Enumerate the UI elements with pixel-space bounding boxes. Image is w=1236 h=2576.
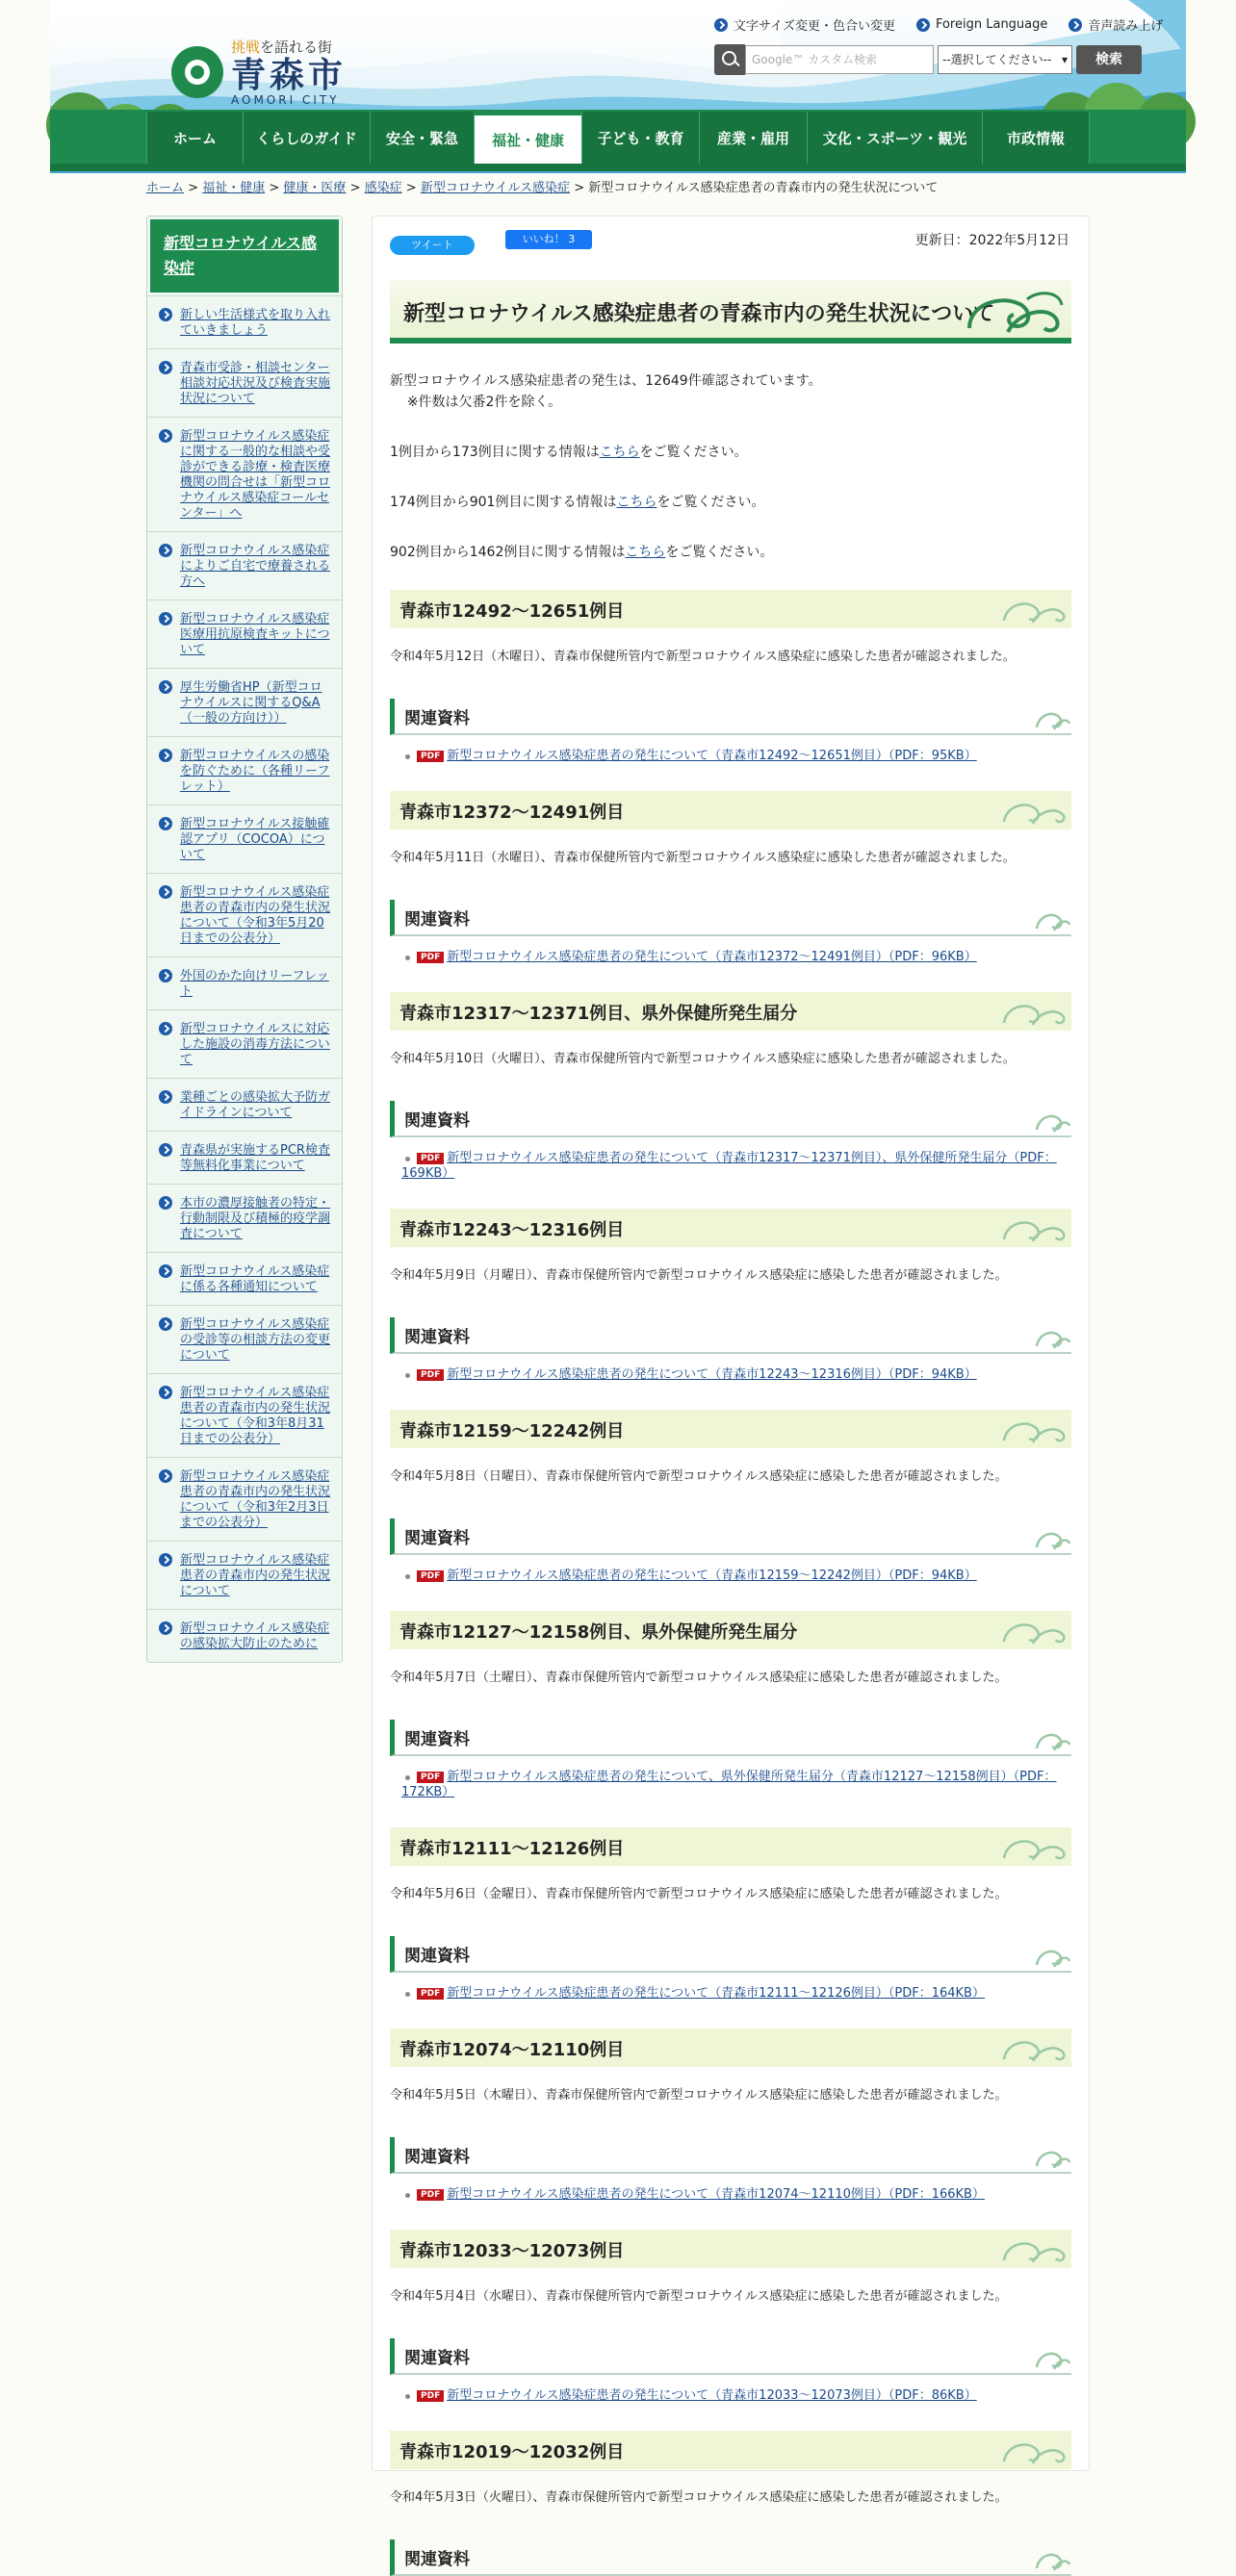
sidebar-item-link[interactable]: 青森市受診・相談センター相談対応状況及び検査実施状況について [180,361,331,406]
section-title: 青森市12019～12032例目 [399,2442,625,2462]
related-doc-item [373,1555,1089,1584]
related-docs-title: 関連資料 [404,1947,470,1966]
breadcrumb-covid[interactable]: 新型コロナウイルス感染症 [420,181,571,195]
breadcrumb-health-medical[interactable]: 健康・医療 [283,181,347,195]
chevron-down-icon: ▾ [1061,53,1068,66]
section-heading [390,1209,1071,1247]
related-docs-heading [390,1720,1071,1756]
nav-industry[interactable]: 産業・雇用 [699,112,807,164]
swirl-decoration-icon [1000,1414,1068,1444]
swirl-decoration-icon [1000,2233,1068,2264]
arrow-right-icon [159,969,172,982]
arrow-right-icon [159,612,172,625]
nav-culture-sports[interactable]: 文化・スポーツ・観光 [807,112,982,164]
related-docs-title: 関連資料 [404,1328,470,1347]
pdf-icon: PDF [417,751,444,762]
swirl-decoration-icon [960,286,1066,336]
sidebar-title[interactable]: 新型コロナウイルス感染症 [147,217,342,295]
swirl-decoration-icon [1033,2344,1071,2371]
arrow-right-icon [159,1469,172,1483]
foreign-language-link[interactable]: Foreign Language [916,15,1047,34]
section-heading [390,1611,1071,1649]
related-doc-item [373,936,1089,965]
bullet-icon [405,1992,410,1997]
sidebar-item[interactable] [147,956,342,1009]
arrow-right-icon [159,1022,172,1035]
sidebar-item-link[interactable]: 新型コロナウイルス感染症患者の青森市内の発生状況について [180,1553,331,1598]
breadcrumb-current: 新型コロナウイルス感染症患者の青森市内の発生状況について [588,181,939,195]
bullet-icon [405,754,410,759]
section-title: 青森市12074～12110例目 [399,2040,625,2060]
nav-home[interactable]: ホーム [146,112,243,164]
sidebar-item-link[interactable]: 新型コロナウイルス感染症患者の青森市内の発生状況について（令和3年5月20日までの公表分） [180,885,331,946]
pdf-icon: PDF [417,1570,444,1582]
sidebar-item-link[interactable]: 新型コロナウイルス接触確認アプリ（COCOA）について [180,817,330,862]
sidebar-item-link[interactable]: 外国のかた向けリーフレット [180,969,329,999]
intro [373,344,1089,563]
related-docs-heading [390,2137,1071,2174]
archive-link-2: 174例目から901例目に関する情報はこちらをご覧ください。 [390,495,765,510]
sidebar-item-link[interactable]: 新型コロナウイルス感染症患者の青森市内の発生状況について（令和3年8月31日までの公表分） [180,1386,331,1446]
swirl-decoration-icon [1033,2545,1071,2572]
nav-living-guide[interactable]: くらしのガイド [243,112,370,164]
site-logo[interactable] [171,37,347,107]
pdf-icon: PDF [417,2189,444,2201]
sidebar-item[interactable] [147,531,342,599]
nav-welfare-health[interactable]: 福祉・健康 [474,112,581,164]
category-select[interactable]: --選択してください-- ▾ [938,45,1072,74]
swirl-decoration-icon [1000,996,1068,1027]
archive-link-3-anchor[interactable]: こちら [625,545,666,560]
section-title: 青森市12127～12158例目、県外保健所発生届分 [399,1622,798,1643]
arrow-right-icon [159,544,172,557]
search-icon [714,44,745,75]
sidebar-item[interactable] [147,1541,342,1609]
pdf-link[interactable]: 新型コロナウイルス感染症患者の発生について（青森市12111～12126例目）（PDF：164KB） [447,1986,985,2001]
sidebar-item[interactable] [147,1184,342,1252]
section-text: 令和4年5月3日（火曜日）、青森市保健所管内で新型コロナウイルス感染症に感染した患者が確認されました。 [390,2490,1008,2505]
section-title: 青森市12111～12126例目 [399,1839,625,1859]
arrow-right-icon [714,18,728,32]
breadcrumb-welfare[interactable]: 福祉・健康 [202,181,266,195]
section-text: 令和4年5月7日（土曜日）、青森市保健所管内で新型コロナウイルス感染症に感染した患者が確認されました。 [390,1671,1008,1685]
related-docs-title: 関連資料 [404,2550,470,2569]
nav-safety[interactable]: 安全・緊急 [370,112,474,164]
nav-children-education[interactable]: 子ども・教育 [581,112,699,164]
section-heading [390,992,1071,1031]
related-docs-title: 関連資料 [404,1111,470,1131]
sidebar-item-link[interactable]: 本市の濃厚接触者の特定・行動制限及び積極的疫学調査について [180,1196,331,1241]
sidebar-item[interactable] [147,1078,342,1131]
sidebar-item-link[interactable]: 新型コロナウイルス感染症医療用抗原検査キットについて [180,612,330,657]
related-doc-item [373,1137,1089,1182]
swirl-decoration-icon [1033,1725,1071,1752]
arrow-right-icon [159,1386,172,1399]
sidebar-item[interactable] [147,736,342,804]
sidebar-item-link[interactable]: 新型コロナウイルス感染症患者の青森市内の発生状況について（令和3年2月3日までの公表分） [180,1469,331,1530]
arrow-right-icon [159,749,172,762]
sidebar-item-link[interactable]: 新型コロナウイルス感染症に関する一般的な相談や受診ができる診療・検査医療機関の問合せは「新型コロナウイルス感染症コールセンター」へ [180,429,331,521]
related-docs-heading [390,2338,1071,2375]
related-doc-item [373,2174,1089,2203]
related-doc-item [373,1354,1089,1383]
related-docs-heading [390,1101,1071,1137]
sidebar-item-link[interactable]: 新型コロナウイルスの感染を防ぐために（各種リーフレット） [180,749,330,794]
arrow-right-icon [159,1143,172,1157]
arrow-right-icon [159,308,172,321]
related-docs-title: 関連資料 [404,1730,470,1749]
bullet-icon [405,1157,410,1161]
section-text: 令和4年5月4日（水曜日）、青森市保健所管内で新型コロナウイルス感染症に感染した患者が確認されました。 [390,2289,1008,2304]
main-content [372,216,1090,2569]
swirl-decoration-icon [1033,1107,1071,1134]
bullet-icon [405,2193,410,2198]
arrow-right-icon [916,18,930,32]
section-heading [390,1410,1071,1448]
swirl-decoration-icon [1033,1323,1071,1350]
city-emblem-icon [171,46,223,98]
related-docs-heading [390,2539,1071,2576]
pdf-icon: PDF [417,1369,444,1381]
related-docs-heading [390,699,1071,735]
section-text: 令和4年5月5日（木曜日）、青森市保健所管内で新型コロナウイルス感染症に感染した患者が確認されました。 [390,2088,1008,2103]
related-docs-title: 関連資料 [404,709,470,728]
swirl-decoration-icon [1033,1524,1071,1551]
pdf-link[interactable]: 新型コロナウイルス感染症患者の発生について（青森市12492～12651例目）（PDF：95KB） [447,749,977,763]
pdf-link[interactable]: 新型コロナウイルス感染症患者の発生について（青森市12372～12491例目）（PDF：96KB） [447,950,977,964]
arrow-right-icon [159,885,172,899]
arrow-right-icon [159,1553,172,1567]
related-doc-item [373,1973,1089,2002]
related-docs-heading [390,1317,1071,1354]
bullet-icon [405,2394,410,2399]
related-docs-heading [390,900,1071,936]
archive-link-1-anchor[interactable]: こちら [599,445,640,460]
section-text: 令和4年5月9日（月曜日）、青森市保健所管内で新型コロナウイルス感染症に感染した患者が確認されました。 [390,1268,1008,1283]
section-text: 令和4年5月12日（木曜日）、青森市保健所管内で新型コロナウイルス感染症に感染した患者が確認されました。 [390,650,1016,664]
swirl-decoration-icon [1000,1615,1068,1645]
arrow-right-icon [159,1621,172,1635]
swirl-decoration-icon [1033,905,1071,932]
swirl-decoration-icon [1000,2435,1068,2465]
swirl-decoration-icon [1000,1212,1068,1243]
sidebar-item[interactable] [147,1457,342,1541]
section-title: 青森市12317～12371例目、県外保健所発生届分 [399,1004,798,1024]
sidebar-item-link[interactable]: 厚生労働省HP（新型コロナウイルスに関するQ&A（一般の方向け）） [180,680,322,726]
archive-link-1: 1例目から173例目に関する情報はこちらをご覧ください。 [390,445,748,460]
pdf-icon: PDF [417,952,444,963]
tweet-button[interactable]: ツイート [390,236,475,255]
section-text: 令和4年5月8日（日曜日）、青森市保健所管内で新型コロナウイルス感染症に感染した患者が確認されました。 [390,1469,1008,1484]
search-button[interactable]: 検索 [1076,45,1142,74]
sidebar-item-link[interactable]: 青森県が実施するPCR検査等無料化事業について [180,1143,330,1173]
search-input[interactable]: Google™ カスタム検索 [745,45,934,74]
pdf-icon: PDF [417,1988,444,2000]
logo-city-name: 青森市 [231,55,348,95]
breadcrumb-infectious[interactable]: 感染症 [364,181,402,195]
sidebar-item[interactable] [147,1131,342,1184]
pdf-link[interactable]: 新型コロナウイルス感染症患者の発生について（青森市12074～12110例目）（PDF：166KB） [447,2187,985,2202]
bullet-icon [405,1373,410,1378]
related-docs-title: 関連資料 [404,1529,470,1548]
sidebar-item[interactable] [147,1009,342,1078]
sidebar-item[interactable] [147,599,342,668]
case-note-text: ※件数は欠番2件を除く。 [406,395,562,410]
sidebar-item-link[interactable]: 新型コロナウイルスに対応した施設の消毒方法について [180,1022,330,1067]
sidebar-item[interactable] [147,348,342,417]
logo-city-name-en: AOMORI CITY [231,93,340,107]
sidebar-item-link[interactable]: 新型コロナウイルス感染症の感染拡大防止のために [180,1621,330,1651]
sidebar-item-link[interactable]: 新型コロナウイルス感染症の受診等の相談方法の変更について [180,1317,331,1363]
section-heading [390,2028,1071,2067]
sidebar-item-link[interactable]: 新しい生活様式を取り入れていきましょう [180,308,331,338]
sidebar-item[interactable] [147,804,342,873]
swirl-decoration-icon [1000,795,1068,826]
case-total-text: 新型コロナウイルス感染症患者の発生は、12649件確認されています。 [390,373,822,389]
bullet-icon [405,956,410,960]
page-title: 新型コロナウイルス感染症患者の青森市内の発生状況について [390,280,1071,344]
global-nav [50,110,1186,171]
sidebar [146,216,343,1663]
section-text: 令和4年5月10日（火曜日）、青森市保健所管内で新型コロナウイルス感染症に感染した患者が確認されました。 [390,1052,1016,1066]
utility-links [714,15,1163,34]
related-docs-heading [390,1518,1071,1555]
section-text: 令和4年5月6日（金曜日）、青森市保健所管内で新型コロナウイルス感染症に感染した患者が確認されました。 [390,1887,1008,1901]
arrow-right-icon [159,1264,172,1278]
sidebar-item-link[interactable]: 業種ごとの感染拡大予防ガイドラインについて [180,1090,331,1120]
arrow-right-icon [159,1317,172,1331]
sidebar-item[interactable] [147,668,342,736]
nav-city-info[interactable]: 市政情報 [982,112,1090,164]
related-doc-item [373,1756,1089,1800]
related-docs-heading [390,1936,1071,1973]
related-docs-title: 関連資料 [404,2148,470,2167]
logo-tagline: 挑戦を語れる街 [231,38,333,56]
section-title: 青森市12492～12651例目 [399,601,625,622]
section-heading [390,590,1071,628]
section-title: 青森市12159～12242例目 [399,1421,625,1441]
pdf-icon: PDF [417,1772,444,1783]
sidebar-item[interactable] [147,1609,342,1662]
arrow-right-icon [159,429,172,443]
section-heading [390,791,1071,829]
pdf-link[interactable]: 新型コロナウイルス感染症患者の発生について（青森市12317～12371例目）、県外保健所発生届分（PDF：169KB） [401,1151,1057,1181]
sidebar-item-link[interactable]: 新型コロナウイルス感染症に係る各種通知について [180,1264,330,1294]
pdf-icon: PDF [417,1153,444,1164]
sidebar-item[interactable] [147,873,342,956]
bullet-icon [405,1775,410,1780]
swirl-decoration-icon [1033,704,1071,731]
section-title: 青森市12372～12491例目 [399,803,625,823]
pdf-link[interactable]: 新型コロナウイルス感染症患者の発生について（青森市12159～12242例目）（PDF：94KB） [447,1569,977,1583]
read-aloud-link[interactable]: 音声読み上げ [1069,15,1163,34]
sidebar-item[interactable] [147,1373,342,1457]
swirl-decoration-icon [1033,1942,1071,1969]
pdf-link[interactable]: 新型コロナウイルス感染症患者の発生について、県外保健所発生届分（青森市12127～12158例目）（PDF：172KB） [401,1770,1057,1799]
site-search [714,44,1142,75]
arrow-right-icon [159,361,172,374]
sidebar-item[interactable] [147,417,342,531]
pdf-link[interactable]: 新型コロナウイルス感染症患者の発生について（青森市12033～12073例目）（PDF：86KB） [447,2388,977,2403]
arrow-right-icon [159,680,172,694]
archive-link-3: 902例目から1462例目に関する情報はこちらをご覧ください。 [390,545,774,560]
related-docs-title: 関連資料 [404,2349,470,2368]
section-heading [390,1827,1071,1866]
arrow-right-icon [159,1090,172,1104]
swirl-decoration-icon [1000,594,1068,625]
related-doc-item [373,735,1089,764]
arrow-right-icon [1069,18,1082,32]
updated-date: 更新日：2022年5月12日 [914,233,1069,248]
arrow-right-icon [159,817,172,830]
facebook-like-button[interactable]: いいね！ 3 [505,230,592,249]
sidebar-item[interactable] [147,1252,342,1305]
pdf-icon: PDF [417,2390,444,2402]
archive-link-2-anchor[interactable]: こちら [616,495,657,510]
sidebar-item[interactable] [147,295,342,348]
section-title: 青森市12033～12073例目 [399,2241,625,2261]
swirl-decoration-icon [1000,2032,1068,2063]
breadcrumb: ホーム > 福祉・健康 > 健康・医療 > 感染症 > 新型コロナウイルス感染症 > 新型コロナウイルス感染症患者の青森市内の発生状況について [146,181,939,195]
related-docs-title: 関連資料 [404,910,470,930]
swirl-decoration-icon [1000,1831,1068,1862]
section-text: 令和4年5月11日（水曜日）、青森市保健所管内で新型コロナウイルス感染症に感染した患者が確認されました。 [390,851,1016,865]
sidebar-item-link[interactable]: 新型コロナウイルス感染症によりご自宅で療養される方へ [180,544,331,589]
sidebar-item[interactable] [147,1305,342,1373]
section-heading [390,2230,1071,2268]
arrow-right-icon [159,1196,172,1210]
pdf-link[interactable]: 新型コロナウイルス感染症患者の発生について（青森市12243～12316例目）（PDF：94KB） [447,1367,977,1382]
section-title: 青森市12243～12316例目 [399,1220,625,1240]
bullet-icon [405,1574,410,1579]
related-doc-item [373,2375,1089,2404]
section-heading [390,2431,1071,2469]
swirl-decoration-icon [1033,2143,1071,2170]
font-size-color-link[interactable]: 文字サイズ変更・色合い変更 [714,15,895,34]
breadcrumb-home[interactable]: ホーム [146,181,185,195]
